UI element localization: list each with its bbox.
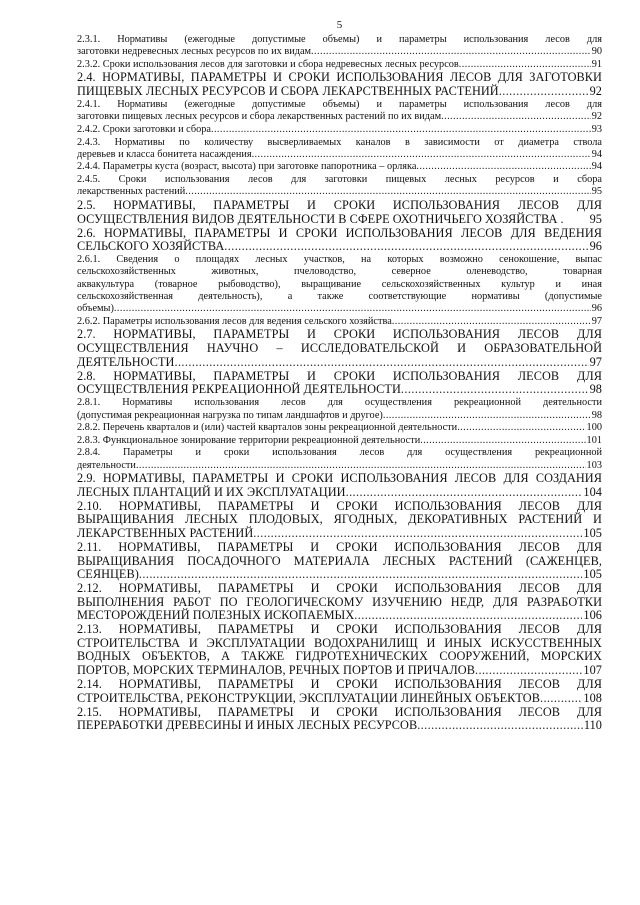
toc-entry-title: 2.6.2. Параметры использования лесов для ведения сельского хозяйства (77, 315, 392, 327)
toc-entry-title: ЛЕСНЫХ ПЛАНТАЦИЙ И ИХ ЭКСПЛУАТАЦИИ (77, 484, 346, 499)
toc-page-number: 110 (583, 718, 602, 733)
toc-page-number: 98 (591, 409, 602, 421)
toc-entry[interactable] (77, 397, 602, 422)
toc-page-number: 92 (589, 84, 602, 99)
toc-page-number: 91 (591, 58, 602, 70)
toc-entry-line: СТРОИТЕЛЬСТВА И ЭКСПЛУАТАЦИИ ВОДОХРАНИЛИЩ И ИНЫХ ИСКУССТВЕННЫХ (77, 635, 602, 650)
toc-entry[interactable] (77, 422, 602, 434)
dot-leader (211, 124, 591, 136)
toc-entry-line: 2.12. НОРМАТИВЫ, ПАРАМЕТРЫ И СРОКИ ИСПОЛЬЗОВАНИЯ ЛЕСОВ ДЛЯ (77, 581, 602, 596)
toc-page-number: 95 (589, 211, 602, 226)
toc-entry-line: 2.10. НОРМАТИВЫ, ПАРАМЕТРЫ И СРОКИ ИСПОЛЬЗОВАНИЯ ЛЕСОВ ДЛЯ (77, 498, 602, 513)
dot-leader (185, 186, 590, 198)
toc-entry[interactable] (77, 316, 602, 328)
toc-entry[interactable] (77, 500, 602, 541)
toc-entry[interactable] (77, 678, 602, 705)
toc-entry-line: сельскохозяйственных животных, пчеловодство, северное оленеводство, товарная (77, 266, 602, 278)
toc-page-number: 97 (589, 354, 602, 369)
toc-entry[interactable] (77, 227, 602, 254)
toc-entry[interactable] (77, 174, 602, 199)
toc-entry-line: 2.8.4. Параметры и сроки использования лесов для осуществления рекреационной (77, 447, 602, 459)
toc-entry[interactable] (77, 71, 602, 98)
toc-entry[interactable] (77, 124, 602, 136)
toc-entry-line: аквакультура (товарное рыбоводство), выращивание сельскохозяйственных культур и иная (77, 278, 602, 290)
toc-entry-title: СЕЛЬСКОГО ХОЗЯЙСТВА (77, 239, 225, 254)
toc-entry-title: лекарственных растений (77, 186, 186, 198)
toc-entry-title: 2.3.2. Сроки использования лесов для заготовки и сбора недревесных лесных ресурсов (77, 58, 459, 70)
toc-entry-line: 2.8. НОРМАТИВЫ, ПАРАМЕТРЫ И СРОКИ ИСПОЛЬЗОВАНИЯ ЛЕСОВ ДЛЯ (77, 368, 602, 383)
toc-page-number: 96 (589, 239, 602, 254)
toc-entry-line: 2.13. НОРМАТИВЫ, ПАРАМЕТРЫ И СРОКИ ИСПОЛЬЗОВАНИЯ ЛЕСОВ ДЛЯ (77, 622, 602, 637)
toc-entry-title: СТРОИТЕЛЬСТВА, РЕКОНСТРУКЦИИ, ЭКСПЛУАТАЦИИ ЛИНЕЙНЫХ ОБЪЕКТОВ (77, 690, 540, 705)
dot-leader (114, 303, 591, 315)
toc-page-number: 90 (591, 46, 602, 58)
toc-entry-line: 2.4.1. Нормативы (ежегодные допустимые объемы) и параметры использования лесов для (77, 99, 602, 111)
toc-page-number: 101 (586, 434, 602, 446)
toc-entry[interactable] (77, 370, 602, 397)
dot-leader (354, 609, 582, 623)
toc-entry-line: 2.14. НОРМАТИВЫ, ПАРАМЕТРЫ И СРОКИ ИСПОЛЬЗОВАНИЯ ЛЕСОВ ДЛЯ (77, 677, 602, 692)
document-page (77, 18, 602, 733)
toc-entry-title: заготовки недревесных лесных ресурсов по их видам (77, 46, 312, 58)
toc-entry-title: деятельности (77, 459, 136, 471)
toc-page-number: 96 (591, 303, 602, 315)
dot-leader (224, 240, 588, 254)
dot-leader (139, 568, 583, 582)
toc-entry[interactable] (77, 472, 602, 499)
toc-entry[interactable] (77, 161, 602, 173)
toc-entry-title: 2.4.4. Параметры куста (возраст, высота) при заготовке папоротника – орляка (77, 161, 417, 173)
toc-entry[interactable] (77, 254, 602, 315)
toc-page-number: 100 (586, 422, 602, 434)
toc-page-number: 106 (583, 608, 602, 623)
toc-page-number: 103 (586, 459, 602, 471)
dot-leader (136, 460, 586, 472)
toc-page-number: 94 (591, 161, 602, 173)
toc-entry-title: ДЕЯТЕЛЬНОСТИ (77, 354, 175, 369)
toc-page-number: 104 (583, 484, 602, 499)
toc-entry-line: ВЫРАЩИВАНИЯ ЛЕСНЫХ ПЛОДОВЫХ, ЯГОДНЫХ, ДЕКОРАТИВНЫХ РАСТЕНИЙ И (77, 512, 602, 527)
toc-page-number: 94 (591, 148, 602, 160)
toc-page-number: 97 (591, 315, 602, 327)
dot-leader (392, 316, 591, 328)
dot-leader (417, 719, 583, 733)
toc-entry-title: объемы) (77, 303, 114, 315)
toc-entry[interactable] (77, 99, 602, 124)
toc-page-number: 107 (583, 663, 602, 678)
table-of-contents (77, 34, 602, 733)
toc-entry[interactable] (77, 582, 602, 623)
dot-leader (459, 59, 591, 71)
dot-leader (252, 149, 591, 161)
toc-entry-line: 2.3.1. Нормативы (ежегодные допустимые объемы) и параметры использования лесов для (77, 34, 602, 45)
dot-leader (475, 664, 582, 678)
toc-page-number: 105 (583, 525, 602, 540)
toc-entry-line: ВОДНЫХ ОБЪЕКТОВ, А ТАКЖЕ ГИДРОТЕХНИЧЕСКИХ СООРУЖЕНИЙ, МОРСКИХ (77, 649, 602, 664)
dot-leader (174, 356, 588, 370)
toc-entry-line: ВЫПОЛНЕНИЯ РАБОТ ПО ГЕОЛОГИЧЕСКОМУ ИЗУЧЕНИЮ НЕДР, ДЛЯ РАЗРАБОТКИ (77, 594, 602, 609)
toc-entry-title: деревьев и класса бонитета насаждения (77, 148, 252, 160)
toc-page-number: 95 (591, 186, 602, 198)
dot-leader (441, 111, 591, 123)
dot-leader (401, 383, 589, 397)
toc-entry-line: 2.15. НОРМАТИВЫ, ПАРАМЕТРЫ И СРОКИ ИСПОЛЬЗОВАНИЯ ЛЕСОВ ДЛЯ (77, 704, 602, 719)
toc-entry-line: ОСУЩЕСТВЛЕНИЯ НАУЧНО – ИССЛЕДОВАТЕЛЬСКОЙ И ОБРАЗОВАТЕЛЬНОЙ (77, 341, 602, 356)
toc-entry-line: 2.4.5. Сроки использования лесов для заготовки пищевых лесных ресурсов и сбора (77, 174, 602, 186)
page-number: 5 (336, 19, 343, 31)
toc-entry[interactable] (77, 706, 602, 733)
toc-entry-line: 2.4.3. Нормативы по количеству высверливаемых каналов в зависимости от диаметра ствола (77, 136, 602, 148)
dot-leader (457, 422, 585, 434)
toc-entry-line: 2.6. НОРМАТИВЫ, ПАРАМЕТРЫ И СРОКИ ИСПОЛЬЗОВАНИЯ ЛЕСОВ ДЛЯ ВЕДЕНИЯ (77, 225, 602, 240)
toc-entry-title: ОСУЩЕСТВЛЕНИЯ ВИДОВ ДЕЯТЕЛЬНОСТИ В СФЕРЕ ОХОТНИЧЬЕГО ХОЗЯЙСТВА . (77, 211, 564, 226)
toc-page-number: 93 (591, 123, 602, 135)
toc-entry-title: ЛЕКАРСТВЕННЫХ РАСТЕНИЙ (77, 525, 254, 540)
toc-entry-line: 2.5. НОРМАТИВЫ, ПАРАМЕТРЫ И СРОКИ ИСПОЛЬЗОВАНИЯ ЛЕСОВ ДЛЯ (77, 197, 602, 212)
toc-entry-line: 2.7. НОРМАТИВЫ, ПАРАМЕТРЫ И СРОКИ ИСПОЛЬЗОВАНИЯ ЛЕСОВ ДЛЯ (77, 327, 602, 342)
dot-leader (499, 85, 589, 99)
toc-entry-title: ОСУЩЕСТВЛЕНИЯ РЕКРЕАЦИОННОЙ ДЕЯТЕЛЬНОСТИ (77, 382, 401, 397)
toc-entry-title: ПЕРЕРАБОТКИ ДРЕВЕСИНЫ И ИНЫХ ЛЕСНЫХ РЕСУРСОВ (77, 718, 418, 733)
toc-page-number: 105 (583, 567, 602, 582)
toc-entry[interactable] (77, 34, 602, 59)
dot-leader (420, 435, 585, 447)
dot-leader (416, 161, 590, 173)
toc-entry[interactable] (77, 541, 602, 582)
toc-entry[interactable] (77, 137, 602, 162)
toc-entry-line: ВЫРАЩИВАНИЯ ПОСАДОЧНОГО МАТЕРИАЛА ЛЕСНЫХ РАСТЕНИЙ (САЖЕНЦЕВ, (77, 553, 602, 568)
toc-entry-line: 2.11. НОРМАТИВЫ, ПАРАМЕТРЫ И СРОКИ ИСПОЛЬЗОВАНИЯ ЛЕСОВ ДЛЯ (77, 539, 602, 554)
toc-entry-line: 2.8.1. Нормативы использования лесов для осуществления рекреационной деятельности (77, 397, 602, 409)
toc-entry-title: 2.8.3. Функциональное зонирование территории рекреационной деятельности (77, 434, 421, 446)
toc-entry[interactable] (77, 328, 602, 369)
toc-entry-title: МЕСТОРОЖДЕНИЙ ПОЛЕЗНЫХ ИСКОПАЕМЫХ (77, 608, 355, 623)
toc-entry-title: (допустимая рекреационная нагрузка по типам ландшафтов и другое) (77, 409, 383, 421)
toc-page-number: 98 (589, 382, 602, 397)
toc-entry[interactable] (77, 199, 602, 226)
toc-entry-line: 2.6.1. Сведения о площадях лесных участков, на которых возможно сенокошение, выпас (77, 254, 602, 266)
toc-entry-title: 2.8.2. Перечень кварталов и (или) частей кварталов зоны рекреационной деятельности (77, 422, 458, 434)
toc-entry[interactable] (77, 623, 602, 677)
dot-leader (383, 410, 591, 422)
toc-entry[interactable] (77, 59, 602, 71)
toc-entry[interactable] (77, 447, 602, 472)
toc-entry-title: 2.4.2. Сроки заготовки и сбора (77, 123, 211, 135)
toc-entry-title: ПОРТОВ, МОРСКИХ ТЕРМИНАЛОВ, РЕЧНЫХ ПОРТОВ И ПРИЧАЛОВ (77, 663, 475, 678)
toc-entry-title: СЕЯНЦЕВ) (77, 567, 139, 582)
toc-page-number: 108 (583, 690, 602, 705)
toc-entry-line: 2.9. НОРМАТИВЫ, ПАРАМЕТРЫ И СРОКИ ИСПОЛЬЗОВАНИЯ ЛЕСОВ ДЛЯ СОЗДАНИЯ (77, 471, 602, 486)
toc-entry-line: 2.4. НОРМАТИВЫ, ПАРАМЕТРЫ И СРОКИ ИСПОЛЬЗОВАНИЯ ЛЕСОВ ДЛЯ ЗАГОТОВКИ (77, 70, 602, 85)
dot-leader (253, 527, 582, 541)
toc-entry-line: сельскохозяйственная деятельность), а также соответствующие нормативы (допустимые (77, 290, 602, 302)
dot-leader (346, 486, 583, 500)
toc-entry[interactable] (77, 435, 602, 447)
toc-page-number: 92 (591, 111, 602, 123)
dot-leader (311, 46, 591, 58)
dot-leader (540, 692, 582, 706)
toc-entry-title: заготовки пищевых лесных ресурсов и сбора лекарственных растений по их видам (77, 111, 442, 123)
toc-entry-title: ПИЩЕВЫХ ЛЕСНЫХ РЕСУРСОВ И СБОРА ЛЕКАРСТВЕННЫХ РАСТЕНИЙ (77, 84, 499, 99)
